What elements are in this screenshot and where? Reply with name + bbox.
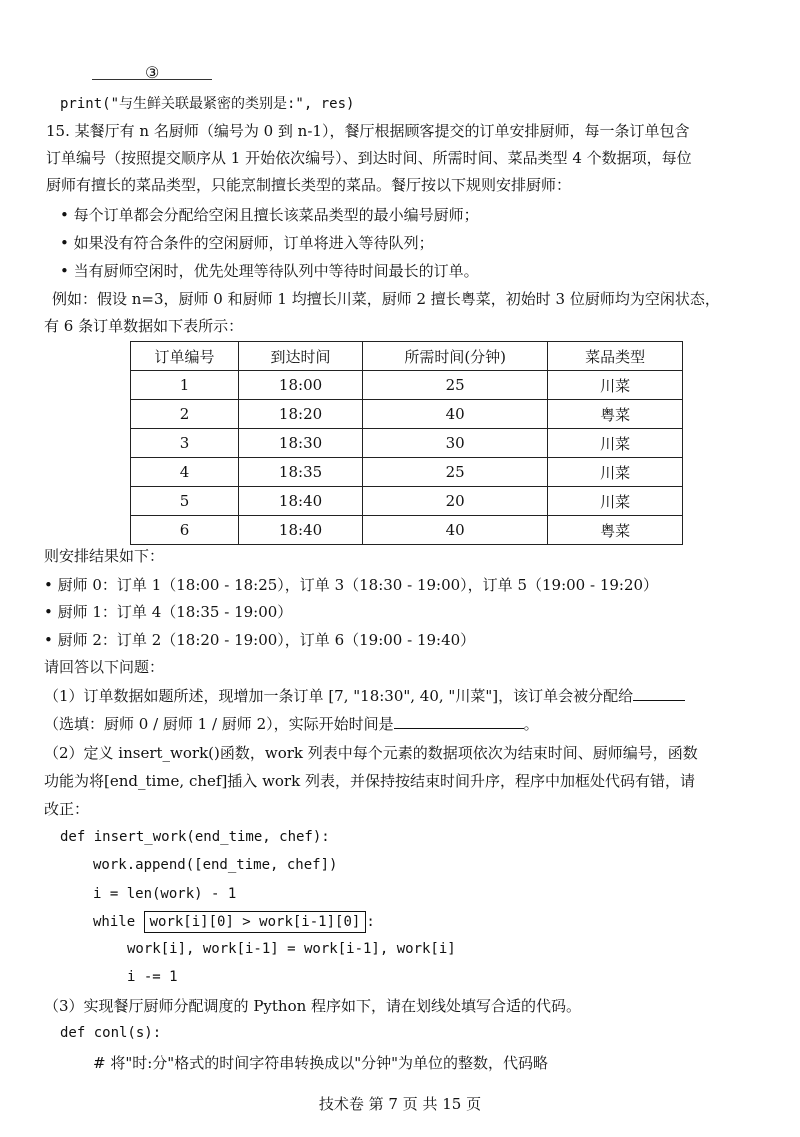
header-duration: 所需时间(分钟): [363, 342, 548, 371]
table-row: [131, 458, 683, 487]
duration: 25: [363, 458, 548, 487]
result-line: • 厨师 1：订单 4（18:35 - 19:00）: [44, 603, 293, 621]
q2-line: 改正：: [44, 800, 90, 818]
order-id: 3: [131, 429, 239, 458]
table-row: [131, 371, 683, 400]
duration: 40: [363, 516, 548, 545]
duration: 25: [363, 371, 548, 400]
code-def: def insert_work(end_time, chef):: [60, 829, 330, 845]
code-comment: # 将"时:分"格式的时间字符串转换成以"分钟"为单位的整数，代码略: [93, 1054, 548, 1072]
order-id: 1: [131, 371, 239, 400]
question-line: 订单编号（按照提交顺序从 1 开始依次编号）、到达时间、所需时间、菜品类型 4 个数据项，每位: [46, 149, 692, 167]
duration: 20: [363, 487, 548, 516]
example-line: 例如：假设 n=3，厨师 0 和厨师 1 均擅长川菜，厨师 2 擅长粤菜，初始时 3 位厨师均为空闲状态，: [52, 290, 720, 308]
order-id: 5: [131, 487, 239, 516]
header-arrival-time: 到达时间: [238, 342, 362, 371]
q1-options-text: （选填：厨师 0 / 厨师 1 / 厨师 2），实际开始时间是: [44, 715, 394, 733]
code-while-line: [93, 911, 375, 933]
order-id: 2: [131, 400, 239, 429]
header-order-id: 订单编号: [131, 342, 239, 371]
code-assign: i = len(work) - 1: [93, 886, 237, 902]
boxed-condition: work[i][0] > work[i-1][0]: [144, 911, 367, 933]
code-colon: :: [366, 914, 375, 930]
dish-type: 川菜: [548, 487, 683, 516]
q1-period: 。: [523, 715, 539, 733]
rule-item: • 当有厨师空闲时，优先处理等待队列中等待时间最长的订单。: [60, 262, 479, 280]
q1-line: [44, 714, 539, 734]
rule-item: • 每个订单都会分配给空闲且擅长该菜品类型的最小编号厨师；: [60, 206, 479, 224]
arrival-time: 18:20: [238, 400, 362, 429]
dish-type: 川菜: [548, 371, 683, 400]
code-swap: work[i], work[i-1] = work[i-1], work[i]: [127, 941, 456, 957]
duration: 40: [363, 400, 548, 429]
code-append: work.append([end_time, chef]): [93, 857, 338, 873]
arrival-time: 18:30: [238, 429, 362, 458]
answer-prompt: 请回答以下问题：: [44, 658, 165, 676]
page-footer: 技术卷 第 7 页 共 15 页: [318, 1095, 482, 1113]
q3-line: （3）实现餐厅厨师分配调度的 Python 程序如下，请在划线处填写合适的代码。: [44, 997, 582, 1015]
q1-chef-blank[interactable]: [633, 686, 685, 701]
arrival-time: 18:40: [238, 487, 362, 516]
circled-marker: ③: [145, 63, 160, 82]
arrival-time: 18:40: [238, 516, 362, 545]
table-row: [131, 487, 683, 516]
result-intro: 则安排结果如下：: [44, 547, 165, 565]
question-line: 厨师有擅长的菜品类型，只能烹制擅长类型的菜品。餐厅按以下规则安排厨师：: [46, 176, 572, 194]
q1-start-time-blank[interactable]: [394, 714, 524, 729]
duration: 30: [363, 429, 548, 458]
code-def-conl: def conl(s):: [60, 1025, 162, 1041]
dish-type: 粤菜: [548, 400, 683, 429]
code-decrement: i -= 1: [127, 969, 178, 985]
question-line: 15. 某餐厅有 n 名厨师（编号为 0 到 n-1），餐厅根据顾客提交的订单安排厨师，每一条订单包含: [46, 122, 690, 140]
dish-type: 川菜: [548, 429, 683, 458]
table-row: [131, 429, 683, 458]
order-id: 4: [131, 458, 239, 487]
dish-type: 川菜: [548, 458, 683, 487]
result-line: • 厨师 2：订单 2（18:20 - 19:00），订单 6（19:00 - 19:40）: [44, 631, 476, 649]
table-header-row: [131, 342, 683, 371]
table-row: [131, 400, 683, 429]
arrival-time: 18:35: [238, 458, 362, 487]
result-line: • 厨师 0：订单 1（18:00 - 18:25），订单 3（18:30 - 19:00），订单 5（19:00 - 19:20）: [44, 576, 659, 594]
rule-item: • 如果没有符合条件的空闲厨师，订单将进入等待队列；: [60, 234, 434, 252]
q2-line: （2）定义 insert_work()函数，work 列表中每个元素的数据项依次为结束时间、厨师编号，函数: [44, 744, 698, 762]
dish-type: 粤菜: [548, 516, 683, 545]
table-row: [131, 516, 683, 545]
header-dish-type: 菜品类型: [548, 342, 683, 371]
print-statement: print("与生鲜关联最紧密的类别是:", res): [60, 96, 355, 112]
q2-line: 功能为将[end_time, chef]插入 work 列表，并保持按结束时间升序，程序中加框处代码有错，请: [44, 772, 695, 790]
orders-table: [130, 341, 683, 545]
example-line: 有 6 条订单数据如下表所示：: [44, 317, 244, 335]
q1-line: [44, 686, 685, 706]
order-id: 6: [131, 516, 239, 545]
arrival-time: 18:00: [238, 371, 362, 400]
q1-text: （1）订单数据如题所述，现增加一条订单 [7, "18:30", 40, "川菜"]，该订单会被分配给: [44, 687, 634, 705]
code-while-keyword: while: [93, 914, 136, 930]
